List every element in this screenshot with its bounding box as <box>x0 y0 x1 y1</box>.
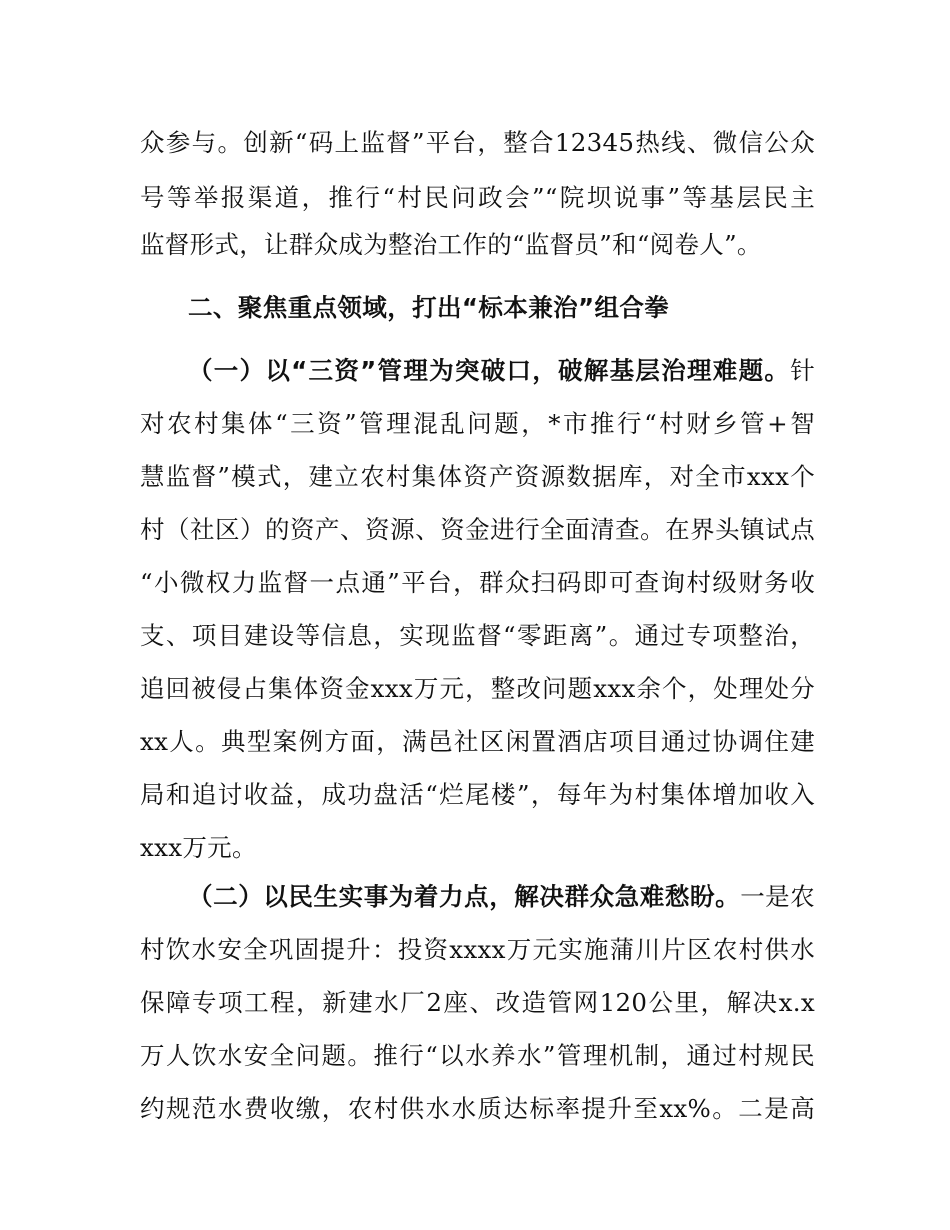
paragraph-line: 追回被侵占集体资金xxx万元，整改问题xxx余个，处理处分 <box>140 674 815 703</box>
subsection-text: 一是农 <box>740 882 815 911</box>
subsection-heading: （一）以“三资”管理为突破口，破解基层治理难题。 <box>188 356 791 385</box>
paragraph-line: 万人饮水安全问题。推行“以水养水”管理机制，通过村规民 <box>140 1041 815 1070</box>
paragraph-line: 村饮水安全巩固提升：投资xxxx万元实施蒲川片区农村供水 <box>140 935 815 964</box>
subsection-first-line <box>188 882 815 912</box>
subsection-text: 针 <box>790 356 815 385</box>
section-heading: 二、聚焦重点领域，打出“标本兼治”组合拳 <box>188 293 670 322</box>
paragraph-line: 号等举报渠道，推行“村民问政会”“院坝说事”等基层民主 <box>140 183 815 212</box>
paragraph-line: 监督形式，让群众成为整治工作的“监督员”和“阅卷人”。 <box>140 230 762 259</box>
paragraph-line: 对农村集体“三资”管理混乱问题，*市推行“村财乡管+智 <box>140 409 815 438</box>
paragraph-line: 慧监督”模式，建立农村集体资产资源数据库，对全市xxx个 <box>140 462 815 491</box>
paragraph-line: xxx万元。 <box>140 833 257 862</box>
paragraph-line: 支、项目建设等信息，实现监督“零距离”。通过专项整治， <box>140 621 815 650</box>
paragraph-line: “小微权力监督一点通”平台，群众扫码即可查询村级财务收 <box>140 568 815 597</box>
paragraph-line: 众参与。创新“码上监督”平台，整合12345热线、微信公众 <box>140 128 815 157</box>
paragraph-line: 保障专项工程，新建水厂2座、改造管网120公里，解决x.x <box>140 988 815 1017</box>
paragraph-line: 局和追讨收益，成功盘活“烂尾楼”，每年为村集体增加收入 <box>140 780 815 809</box>
subsection-heading: （二）以民生实事为着力点，解决群众急难愁盼。 <box>188 882 741 911</box>
subsection-first-line <box>188 356 815 386</box>
paragraph-line: 村（社区）的资产、资源、资金进行全面清查。在界头镇试点 <box>140 515 815 544</box>
paragraph-line: xx人。典型案例方面，满邑社区闲置酒店项目通过协调住建 <box>140 727 815 756</box>
paragraph-line: 约规范水费收缴，农村供水水质达标率提升至xx%。二是高 <box>140 1094 815 1123</box>
